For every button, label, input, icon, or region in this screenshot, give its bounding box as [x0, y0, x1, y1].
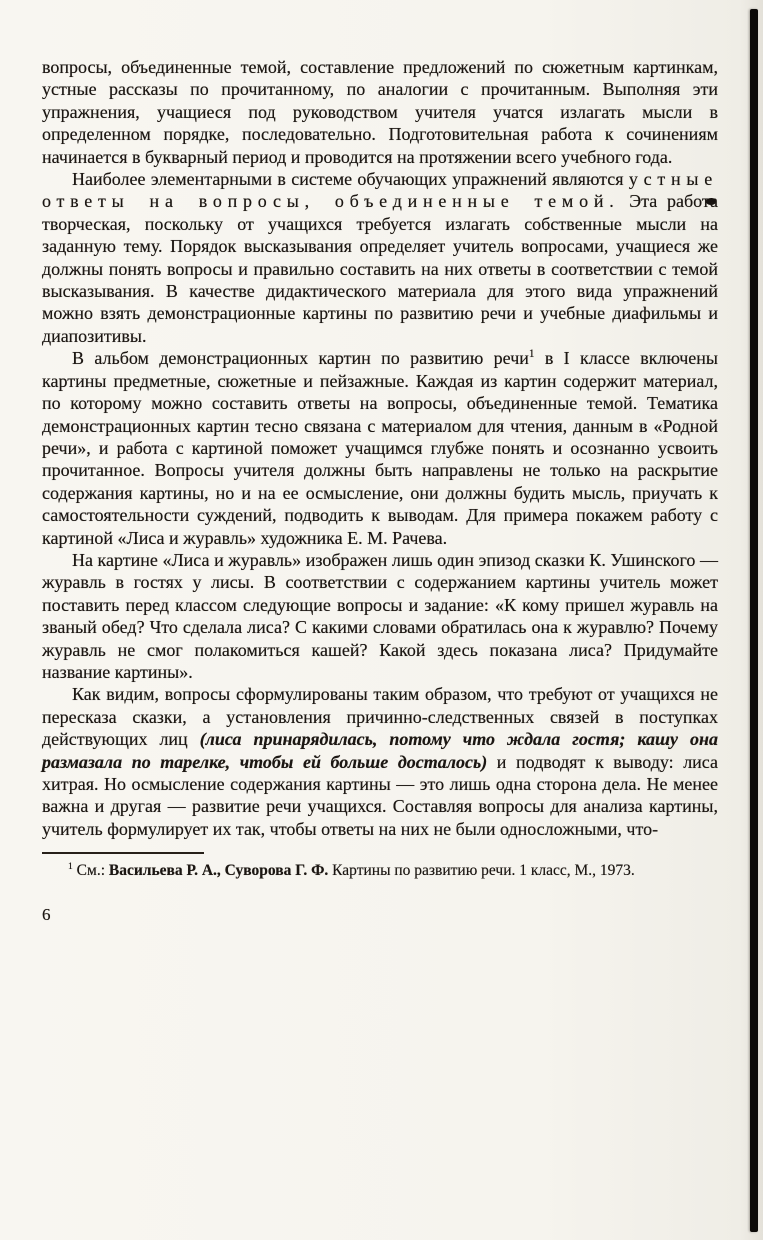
page-number: 6	[42, 904, 51, 924]
text-segment: вопросы, объединенные темой, составление предложений по сюжетным картинкам, устные рассказы по прочитанному, по аналогии с прочитанным. Выполняя эти упражнения, учащиеся под руководством учителя учатся излагать мысли в определенном порядке, последовательно. Подготовительная работа к сочинениям начинается в букварный период и проводится на протяжении всего учебного года.	[42, 57, 718, 167]
paragraph	[42, 168, 718, 347]
footnote-text	[42, 861, 718, 881]
footnote-separator	[42, 852, 204, 854]
text-segment: Наиболее элементарными в системе обучающих упражнений являются	[72, 169, 629, 190]
text-segment: и подводят к выводу: лиса хитрая. Но осмысление содержания картины — это лишь одна сторона дела. Не менее важна и другая — развитие речи учащихся. Составляя вопросы для анализа картины, учитель формулирует их так, чтобы ответы на них не были односложными, что-	[42, 751, 719, 839]
footnote-ref: 1	[528, 348, 535, 361]
paragraph	[42, 347, 718, 549]
text-segment: устные ответы на вопросы, объединенные темой.	[42, 169, 718, 212]
text-segment: в I классе включены картины предметные, сюжетные и пейзажные. Каждая из картин содержит материал, по которому можно составить ответы на вопросы, объединенные темой. Тематика демонстрационных картин тесно связана с материалом для чтения, данным в «Родной речи», и работа с картиной поможет учащимся глубже понять и осознанно усвоить прочитанное. Вопросы учителя должны быть направлены не только на раскрытие содержания картины, но и на ее осмысление, они должны будить мысль, приучать к самостоятельности суждений, подводить к выводам. Для примера покажем работу с картиной «Лиса и журавль» художника Е. М. Рачева.	[42, 348, 719, 548]
text-segment: На картине «Лиса и журавль» изображен лишь один эпизод сказки К. Ушинского — журавль в гостях у лисы. В соответствии с содержанием картины учитель может поставить перед классом следующие вопросы и задание: «К кому пришел журавль на званый обед? Что сделала лиса? С какими словами обратилась она к журавлю? Почему журавль не смог полакомиться кашей? Какой здесь показана лиса? Придумайте название картины».	[42, 549, 718, 682]
text-segment: См.:	[72, 862, 109, 880]
text-segment: Картины по развитию речи. 1 класс, М., 1973.	[328, 862, 635, 880]
body-text	[42, 56, 718, 840]
footnote-ref: 1	[68, 861, 73, 873]
text-segment: В альбом демонстрационных картин по развитию речи	[72, 348, 529, 369]
binding-edge-bar	[750, 9, 758, 1232]
text-column	[42, 56, 718, 925]
paragraph	[42, 56, 718, 168]
paragraph	[42, 683, 718, 840]
text-segment: Васильева Р. А., Суворова Г. Ф.	[108, 862, 329, 880]
footnote	[42, 852, 718, 881]
paragraph	[42, 549, 718, 683]
text-segment: Как видим, вопросы сформулированы таким образом, что требуют от учащихся не пересказа сказки, а установления причинно-следственных связей в поступках действующих лиц	[42, 684, 718, 750]
text-segment: (лиса принарядилась, потому что ждала гостя; кашу она размазала по тарелке, чтобы ей больше досталось)	[42, 729, 718, 772]
text-segment: Эта работа творческая, поскольку от учащихся требуется излагать собственные мысли на заданную тему. Порядок высказывания определяет учитель вопросами, учащиеся же должны понять вопросы и правильно составить на них ответы в соответствии с темой высказывания. В качестве дидактического материала для этого вида упражнений можно взять демонстрационные картины по развитию речи и учебные диафильмы и диапозитивы.	[42, 191, 718, 346]
